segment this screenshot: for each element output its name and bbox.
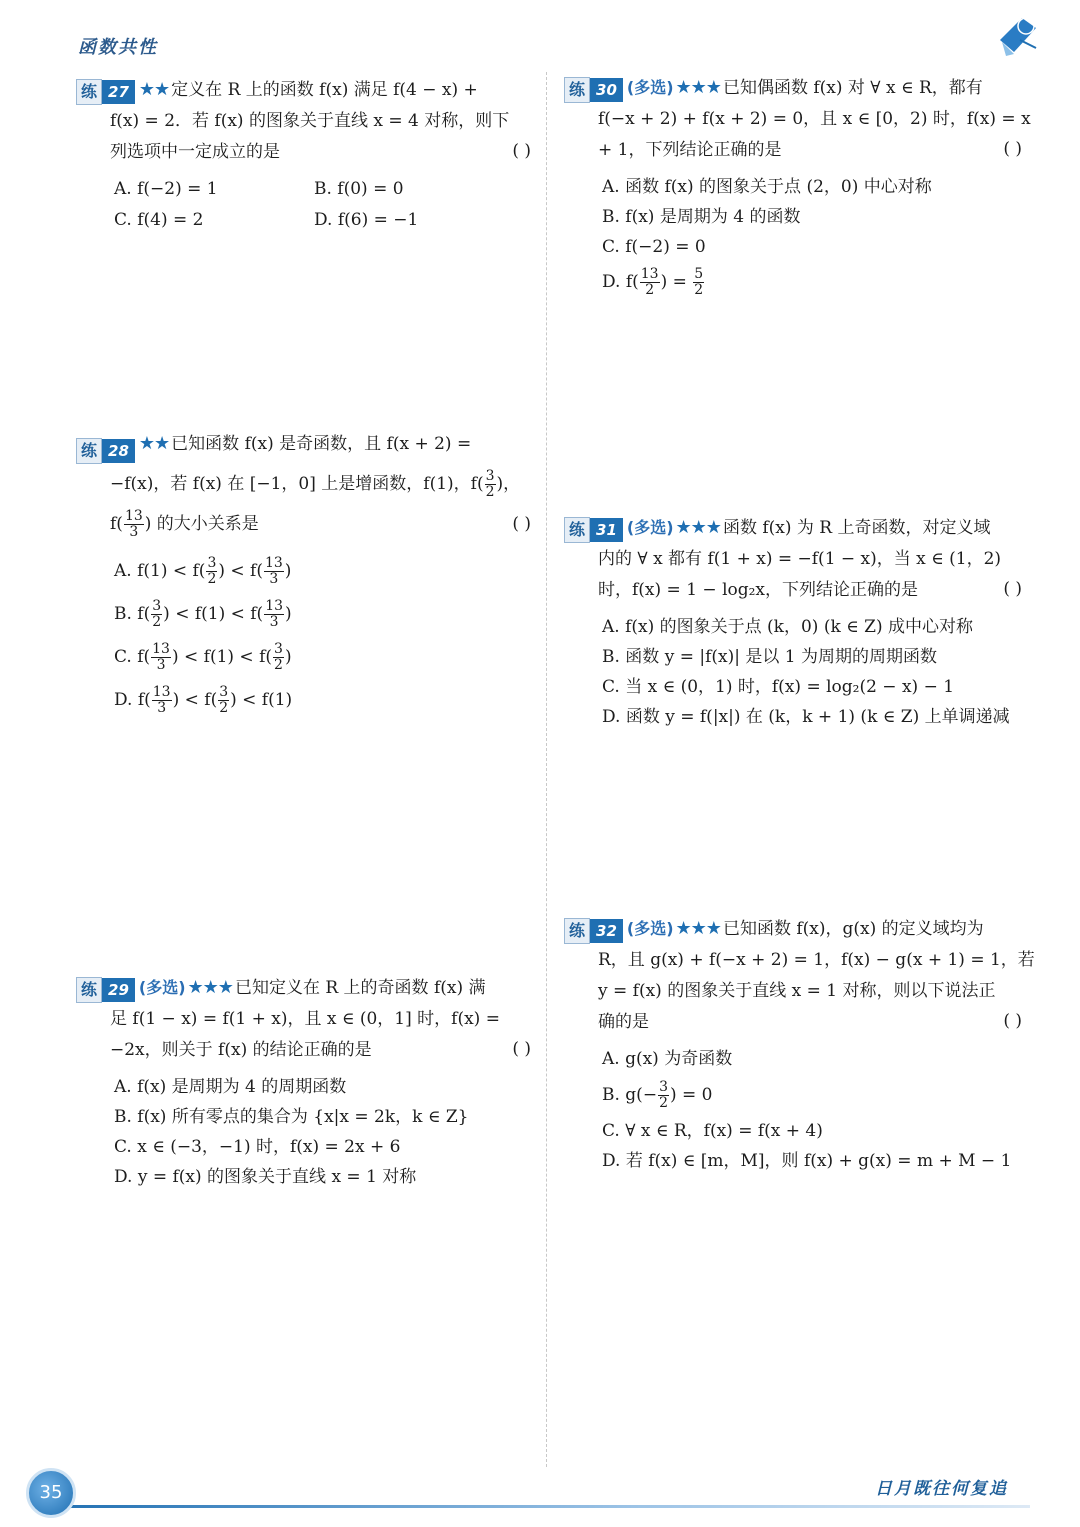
stem-line: 列选项中一定成立的是 — [110, 142, 280, 162]
stem-line: 内的 ∀ x 都有 f(1 + x) = −f(1 − x)，当 x ∈ (1，2) — [598, 549, 1002, 569]
problem-stem — [564, 512, 1022, 606]
stem-line: f(−x + 2) + f(x + 2) = 0，且 x ∈ [0，2) 时，f(x) = x — [598, 109, 1031, 129]
answer-bracket: ( ) — [1003, 139, 1022, 159]
problem-badge — [76, 975, 135, 999]
header-title: 函数共性 — [78, 37, 158, 58]
footer-slogan: 日月既往何复追 — [875, 1479, 1008, 1499]
badge-prefix: 练 — [76, 977, 102, 1003]
stem-text: f( — [110, 514, 123, 534]
option-a: A. g(x) 为奇函数 — [602, 1049, 733, 1069]
stem-line: 已知定义在 R 上的奇函数 f(x) 满 — [234, 978, 486, 998]
fraction: $\frac{13}{3}$ — [124, 508, 143, 540]
stem-text: )， — [496, 474, 521, 494]
options — [76, 550, 531, 722]
option-c: C. f(−2) = 0 — [602, 237, 706, 257]
option-d: D. f(6) = −1 — [314, 210, 419, 230]
multi-select-tag: (多选) — [626, 78, 674, 97]
multi-select-tag: (多选) — [138, 978, 186, 997]
options — [564, 612, 1022, 732]
option-d: D. y = f(x) 的图象关于直线 x = 1 对称 — [114, 1167, 417, 1187]
option-b: B. f( $\frac{3}{2}$ ) < f(1) < f( $\frac{13}{3}$ ) — [114, 598, 292, 630]
answer-bracket: ( ) — [1003, 1011, 1022, 1031]
answer-bracket: ( ) — [512, 514, 531, 534]
problem-27 — [76, 74, 531, 236]
option-a: A. f(x) 是周期为 4 的周期函数 — [114, 1077, 347, 1097]
page-number: 35 — [26, 1468, 76, 1518]
difficulty-stars: ★★★ — [187, 977, 233, 998]
difficulty-stars: ★★ — [138, 433, 170, 454]
option-a: A. 函数 f(x) 的图象关于点 (2，0) 中心对称 — [602, 177, 932, 197]
options — [76, 1072, 531, 1192]
stem-text: −f(x)，若 f(x) 在 [−1，0] 上是增函数，f(1)，f( — [110, 474, 484, 494]
difficulty-stars: ★★★ — [675, 517, 721, 538]
badge-number: 30 — [590, 78, 623, 102]
stem-line: y = f(x) 的图象关于直线 x = 1 对称，则以下说法正 — [598, 981, 996, 1001]
problem-28 — [76, 424, 531, 722]
options — [564, 172, 1022, 302]
stem-line: 确的是 — [598, 1012, 649, 1032]
badge-prefix: 练 — [76, 79, 102, 105]
options — [564, 1044, 1022, 1176]
option-b: B. f(x) 是周期为 4 的函数 — [602, 207, 801, 227]
answer-bracket: ( ) — [1003, 579, 1022, 599]
problem-badge — [76, 77, 135, 101]
problem-stem — [76, 74, 531, 168]
stem-line: 已知偶函数 f(x) 对 ∀ x ∈ R，都有 — [722, 78, 983, 98]
badge-prefix: 练 — [564, 517, 590, 543]
problem-badge — [564, 916, 623, 940]
badge-number: 27 — [102, 80, 135, 104]
stem-line — [76, 464, 531, 504]
badge-prefix: 练 — [564, 918, 590, 944]
stem-line: 定义在 R 上的函数 f(x) 满足 f(4 − x) + — [171, 80, 478, 100]
fraction: $\frac{3}{2}$ — [485, 468, 495, 500]
stem-line: 时，f(x) = 1 − log₂x，下列结论正确的是 — [598, 580, 919, 600]
options — [76, 174, 531, 236]
problem-31 — [564, 512, 1022, 732]
problem-badge — [564, 75, 623, 99]
problem-badge — [564, 515, 623, 539]
badge-number: 31 — [590, 518, 623, 542]
stem-text: ) 的大小关系是 — [144, 514, 259, 534]
option-b: B. g(− $\frac{3}{2}$ ) = 0 — [602, 1079, 713, 1111]
difficulty-stars: ★★★ — [675, 77, 721, 98]
stem-line — [76, 504, 531, 544]
option-c: C. ∀ x ∈ R，f(x) = f(x + 4) — [602, 1121, 823, 1141]
stem-line: R，且 g(x) + f(−x + 2) = 1，f(x) − g(x + 1) = 1，若 — [598, 950, 1035, 970]
stem-line: + 1，下列结论正确的是 — [598, 140, 782, 160]
footer-rule — [40, 1505, 1030, 1508]
stem-line: 足 f(1 − x) = f(1 + x)，且 x ∈ (0，1] 时，f(x) = — [110, 1009, 500, 1029]
option-c: C. 当 x ∈ (0，1) 时，f(x) = log₂(2 − x) − 1 — [602, 677, 955, 697]
option-d: D. 若 f(x) ∈ [m，M]，则 f(x) + g(x) = m + M − 1 — [602, 1151, 1012, 1171]
multi-select-tag: (多选) — [626, 919, 674, 938]
problem-32 — [564, 913, 1035, 1176]
stem-line: 函数 f(x) 为 R 上奇函数，对定义域 — [722, 518, 991, 538]
book-logo-icon — [996, 10, 1042, 66]
option-b: B. 函数 y = |f(x)| 是以 1 为周期的周期函数 — [602, 647, 937, 667]
difficulty-stars: ★★ — [138, 79, 170, 100]
option-a: A. f(−2) = 1 — [114, 179, 218, 199]
problem-29 — [76, 972, 531, 1192]
problem-badge — [76, 431, 135, 460]
problem-30 — [564, 72, 1031, 302]
badge-prefix: 练 — [76, 438, 102, 464]
problem-stem — [76, 972, 531, 1066]
option-c: C. x ∈ (−3，−1) 时，f(x) = 2x + 6 — [114, 1137, 401, 1157]
stem-line: −2x，则关于 f(x) 的结论正确的是 — [110, 1040, 372, 1060]
badge-prefix: 练 — [564, 77, 590, 103]
option-b: B. f(0) = 0 — [314, 179, 404, 199]
answer-bracket: ( ) — [512, 1039, 531, 1059]
option-d: D. 函数 y = f(|x|) 在 (k，k + 1) (k ∈ Z) 上单调递减 — [602, 707, 1010, 727]
answer-bracket: ( ) — [512, 141, 531, 161]
stem-line: f(x) = 2．若 f(x) 的图象关于直线 x = 4 对称，则下 — [110, 111, 510, 131]
stem-line: 已知函数 f(x) 是奇函数，且 f(x + 2) = — [171, 434, 472, 454]
option-a: A. f(1) < f( $\frac{3}{2}$ ) < f( $\frac{13}{3}$ ) — [114, 555, 292, 587]
problem-stem — [76, 424, 531, 544]
option-b: B. f(x) 所有零点的集合为 {x|x = 2k，k ∈ Z} — [114, 1107, 469, 1127]
badge-number: 28 — [102, 439, 135, 463]
option-a: A. f(x) 的图象关于点 (k，0) (k ∈ Z) 成中心对称 — [602, 617, 973, 637]
multi-select-tag: (多选) — [626, 518, 674, 537]
column-divider — [546, 72, 547, 1467]
badge-number: 29 — [102, 978, 135, 1002]
stem-line: 已知函数 f(x)，g(x) 的定义域均为 — [722, 919, 984, 939]
option-c: C. f( $\frac{13}{3}$ ) < f(1) < f( $\frac{3}{2}$ ) — [114, 641, 292, 673]
option-c: C. f(4) = 2 — [114, 210, 204, 230]
option-d: D. f( $\frac{13}{3}$ ) < f( $\frac{3}{2}$ ) < f(1) — [114, 684, 293, 716]
problem-stem — [564, 913, 1035, 1038]
badge-number: 32 — [590, 919, 623, 943]
difficulty-stars: ★★★ — [675, 918, 721, 939]
option-d: D. f( $\frac{13}{2}$ ) = $\frac{5}{2}$ — [602, 266, 704, 298]
problem-stem — [564, 72, 1031, 166]
